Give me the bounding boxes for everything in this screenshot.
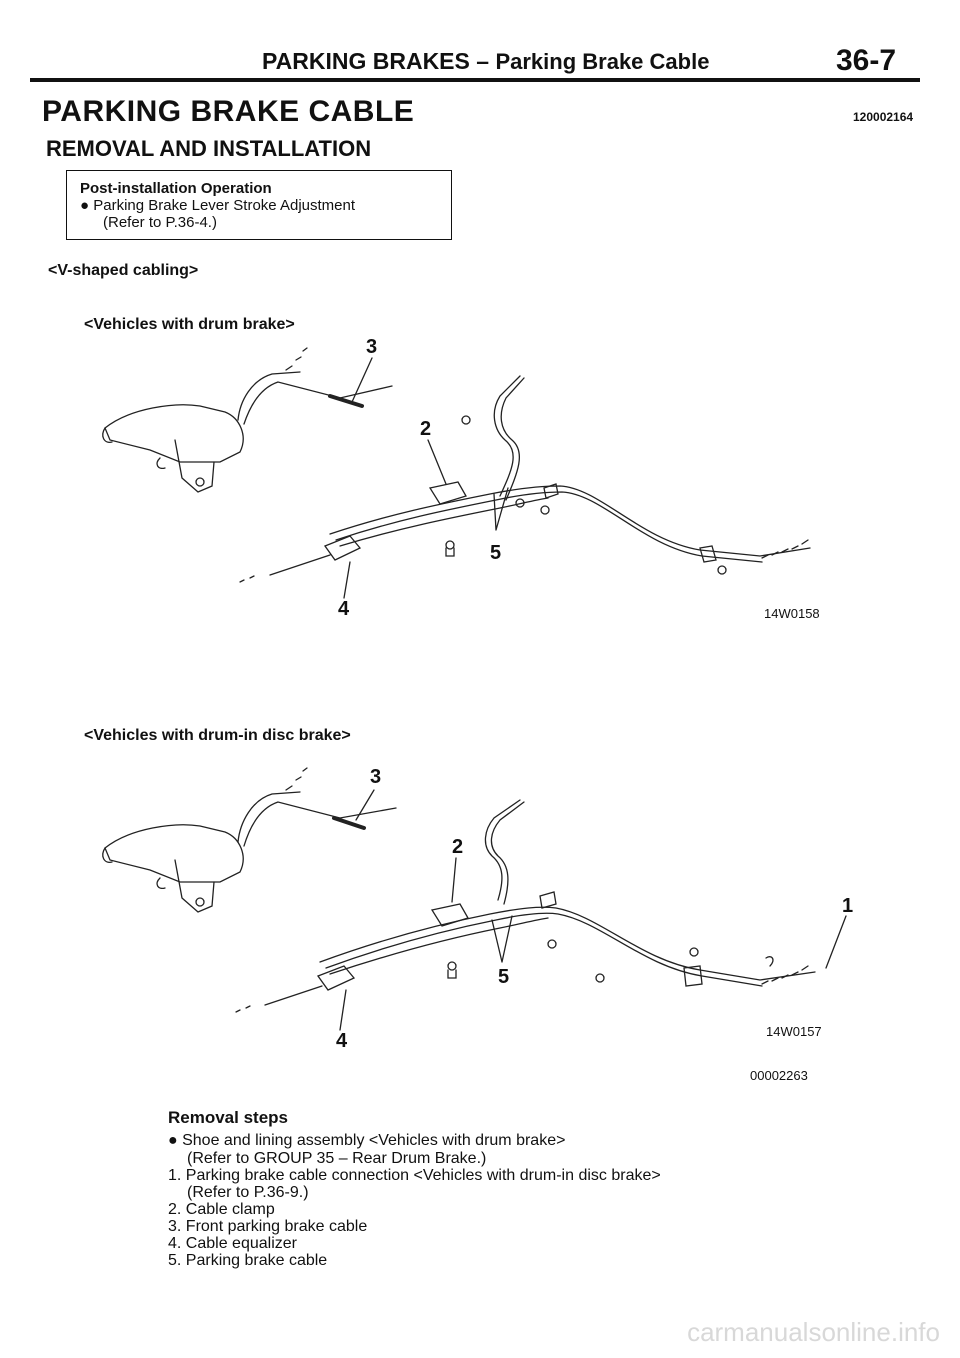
section-title: REMOVAL AND INSTALLATION <box>46 136 372 161</box>
figure2-drawing <box>103 768 846 1030</box>
parking-lever-2 <box>105 825 243 882</box>
post-installation-ref: (Refer to P.36-4.) <box>103 214 217 231</box>
front-cable-1 <box>238 372 300 420</box>
figure1-heading: <Vehicles with drum brake> <box>84 316 295 333</box>
header-subsection: Parking Brake Cable <box>495 49 710 74</box>
figure1-callout-2: 2 <box>420 418 432 440</box>
figure2-callout-3: 3 <box>370 766 382 788</box>
removal-step: 2. Cable clamp <box>168 1201 275 1218</box>
figure2-heading: <Vehicles with drum-in disc brake> <box>84 727 351 744</box>
document-code: 120002164 <box>853 110 914 124</box>
parking-lever-1 <box>105 405 243 462</box>
page-title: PARKING BRAKE CABLE <box>42 95 415 128</box>
page-number: 36-7 <box>836 44 897 77</box>
rear-cable-left-2 <box>320 907 815 980</box>
front-cable-2 <box>238 792 300 842</box>
removal-step-ref: (Refer to GROUP 35 – Rear Drum Brake.) <box>187 1150 487 1167</box>
removal-step: 5. Parking brake cable <box>168 1252 328 1269</box>
removal-step: 4. Cable equalizer <box>168 1235 297 1252</box>
equalizer-1 <box>325 536 360 560</box>
figure2-callout-4: 4 <box>336 1030 348 1052</box>
figure1-drawing <box>103 348 810 598</box>
rear-cable-upper-2 <box>485 800 520 900</box>
figure2-callout-5: 5 <box>498 966 510 988</box>
removal-step: ● Shoe and lining assembly <Vehicles with drum brake> <box>168 1132 566 1149</box>
post-installation-item: ● Parking Brake Lever Stroke Adjustment <box>80 197 356 214</box>
figure1-callout-4: 4 <box>338 598 350 620</box>
figure1-callout-3: 3 <box>366 336 378 358</box>
removal-steps-heading: Removal steps <box>168 1108 288 1127</box>
removal-step-ref: (Refer to P.36-9.) <box>187 1184 309 1201</box>
figure1-callout-5: 5 <box>490 542 502 564</box>
removal-step: 1. Parking brake cable connection <Vehicles with drum-in disc brake> <box>168 1167 661 1184</box>
figure2-callout-2: 2 <box>452 836 464 858</box>
post-installation-heading: Post-installation Operation <box>80 180 272 197</box>
figure2-code: 14W0157 <box>766 1024 822 1039</box>
figure1-code: 14W0158 <box>764 606 820 621</box>
watermark: carmanualsonline.info <box>687 1317 940 1347</box>
cabling-heading: <V-shaped cabling> <box>48 262 199 279</box>
removal-step: 3. Front parking brake cable <box>168 1218 368 1235</box>
header-separator: – <box>476 48 490 74</box>
equalizer-2 <box>318 966 354 990</box>
figure-reference-number: 00002263 <box>750 1068 808 1083</box>
header-section: PARKING BRAKES <box>262 48 470 74</box>
figure2-callout-1: 1 <box>842 895 854 917</box>
